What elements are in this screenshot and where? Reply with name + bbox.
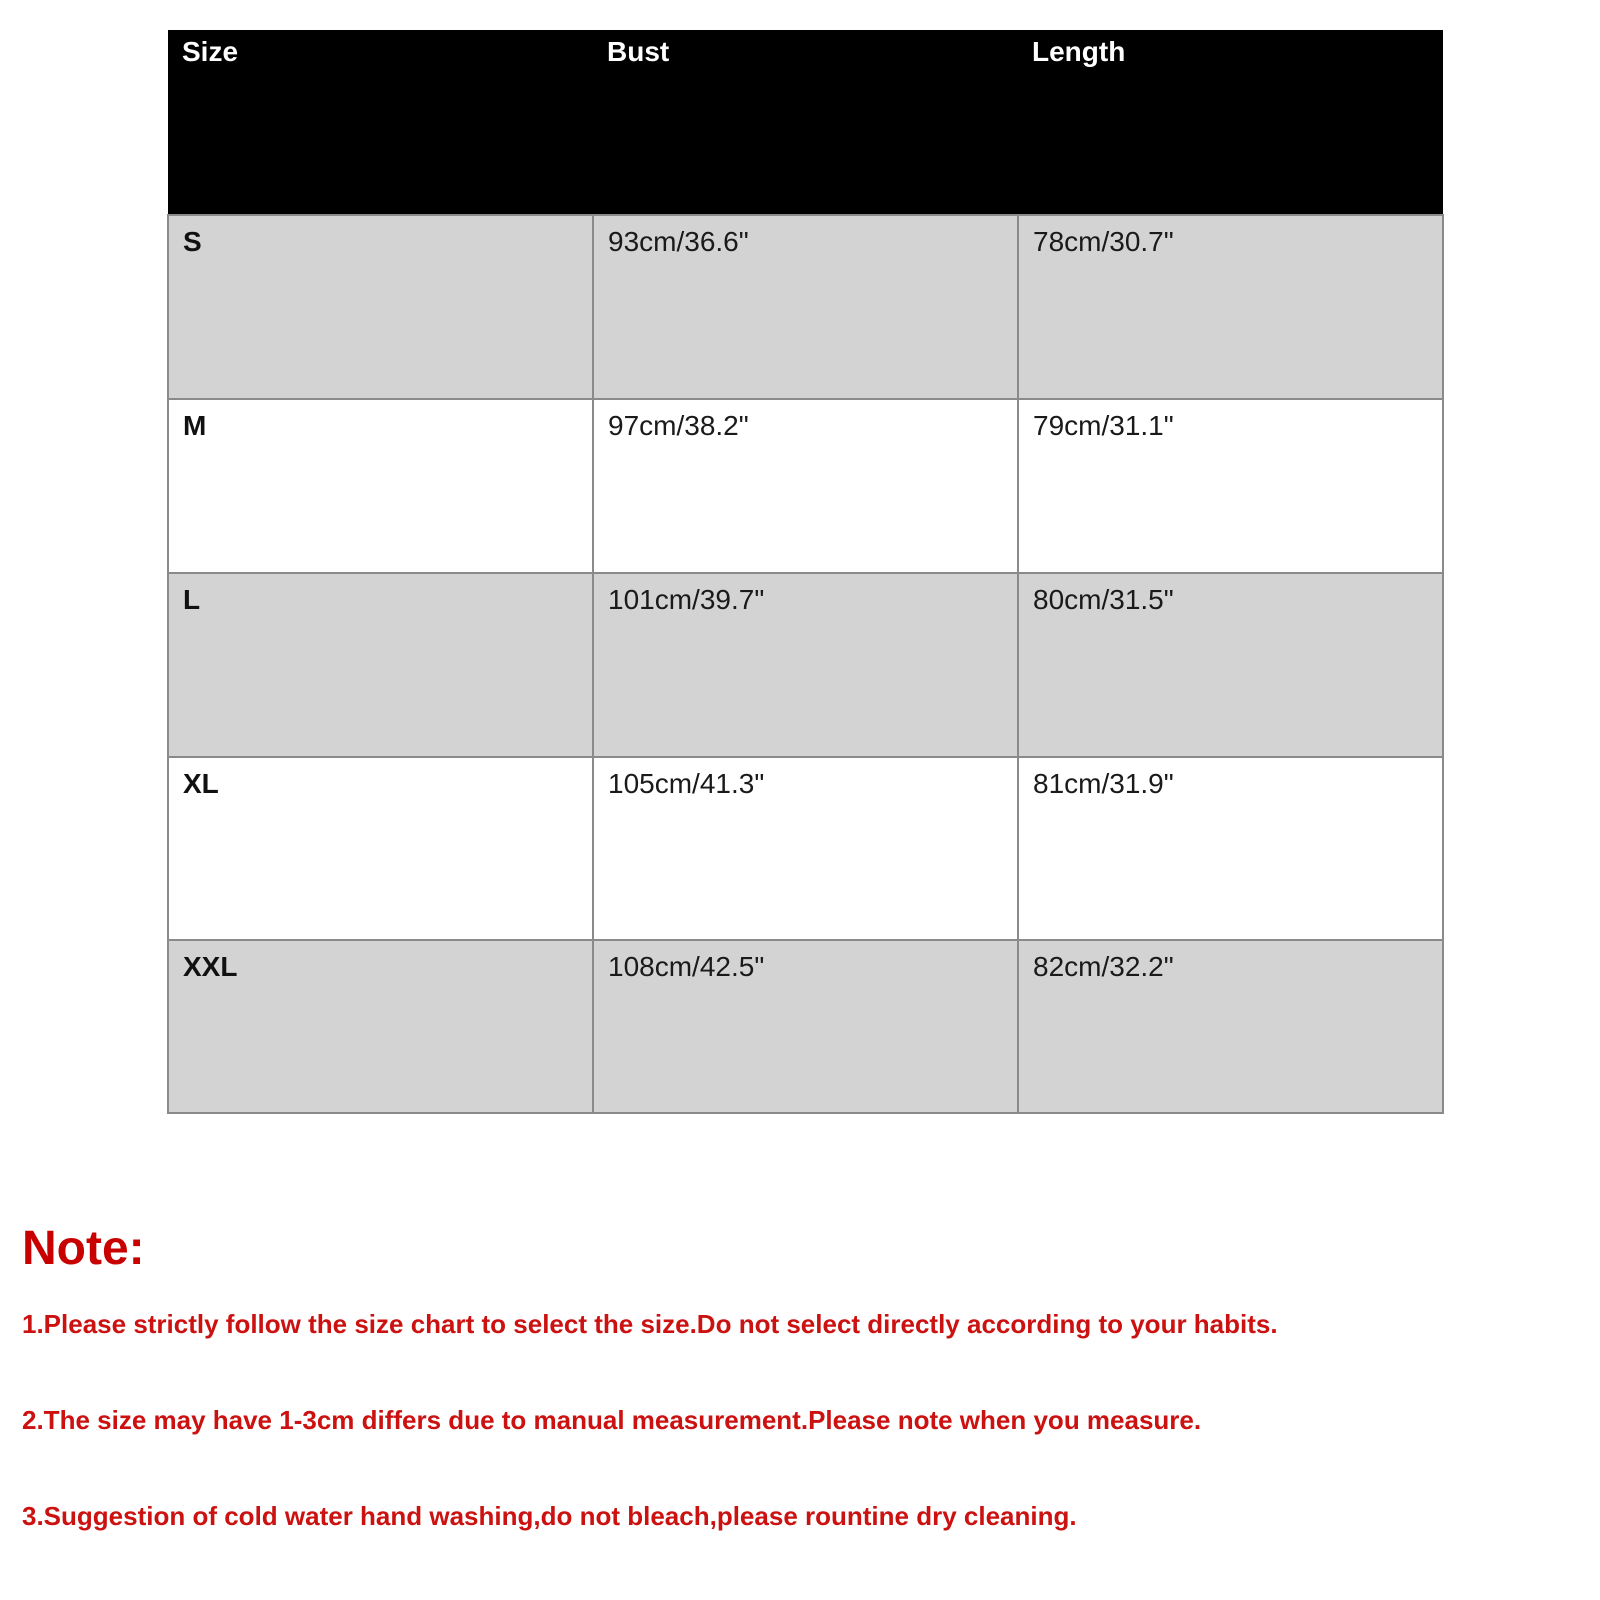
size-chart-table [167, 30, 1444, 1114]
size-cell: XXL [168, 940, 593, 1113]
size-cell: S [168, 215, 593, 399]
note-item: 1.Please strictly follow the size chart to select the size.Do not select directly according to your habits. [22, 1309, 1278, 1339]
size-chart-body [168, 215, 1443, 1113]
table-row [168, 215, 1443, 399]
note-title: Note: [22, 1222, 145, 1275]
header-size: Size [168, 30, 593, 215]
header-row [168, 30, 1443, 215]
table-row [168, 399, 1443, 573]
bust-cell: 101cm/39.7" [593, 573, 1018, 757]
length-cell: 79cm/31.1" [1018, 399, 1443, 573]
table-row [168, 940, 1443, 1113]
size-chart-header [168, 30, 1443, 215]
size-cell: XL [168, 757, 593, 940]
bust-cell: 105cm/41.3" [593, 757, 1018, 940]
length-cell: 80cm/31.5" [1018, 573, 1443, 757]
size-cell: M [168, 399, 593, 573]
bust-cell: 108cm/42.5" [593, 940, 1018, 1113]
table-row [168, 757, 1443, 940]
note-list [22, 1311, 1592, 1529]
length-cell: 78cm/30.7" [1018, 215, 1443, 399]
note-section [22, 1222, 1592, 1599]
header-bust: Bust [593, 30, 1018, 215]
table-row [168, 573, 1443, 757]
length-cell: 81cm/31.9" [1018, 757, 1443, 940]
length-cell: 82cm/32.2" [1018, 940, 1443, 1113]
bust-cell: 97cm/38.2" [593, 399, 1018, 573]
size-cell: L [168, 573, 593, 757]
note-item: 3.Suggestion of cold water hand washing,do not bleach,please rountine dry cleaning. [22, 1501, 1077, 1531]
bust-cell: 93cm/36.6" [593, 215, 1018, 399]
header-length: Length [1018, 30, 1443, 215]
note-item: 2.The size may have 1-3cm differs due to manual measurement.Please note when you measure. [22, 1405, 1202, 1435]
